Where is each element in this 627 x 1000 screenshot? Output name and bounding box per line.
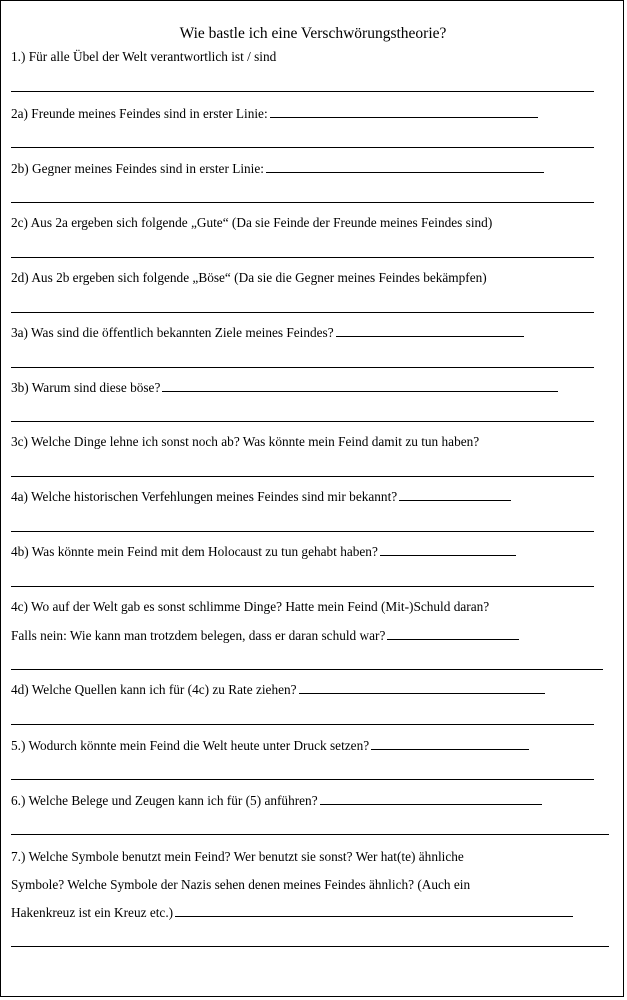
answer-line	[11, 91, 594, 92]
question-4b	[11, 544, 516, 560]
answer-line	[11, 476, 594, 477]
question-3a-text: 3a) Was sind die öffentlich bekannten Ziele meines Feindes?	[11, 325, 334, 340]
question-1: 1.) Für alle Übel der Welt verantwortlich ist / sind	[11, 49, 277, 64]
answer-blank	[299, 693, 545, 694]
answer-line	[11, 779, 594, 780]
question-4c-line-2: Falls nein: Wie kann man trotzdem belegen, dass er daran schuld war?	[11, 628, 386, 643]
question-2a	[11, 106, 538, 122]
answer-blank	[336, 336, 524, 337]
answer-line	[11, 257, 594, 258]
answer-line	[11, 202, 594, 203]
question-5-text: 5.) Wodurch könnte mein Feind die Welt heute unter Druck setzen?	[11, 738, 370, 753]
question-5	[11, 738, 529, 754]
answer-blank	[380, 555, 516, 556]
question-3a	[11, 325, 524, 341]
question-3c: 3c) Welche Dinge lehne ich sonst noch ab? Was könnte mein Feind damit zu tun haben?	[11, 434, 480, 449]
question-6-text: 6.) Welche Belege und Zeugen kann ich für (5) anführen?	[11, 793, 318, 808]
question-2b	[11, 161, 544, 177]
question-2c: 2c) Aus 2a ergeben sich folgende „Gute“ (Da sie Feinde der Freunde meines Feindes sind)	[11, 215, 493, 230]
answer-line	[11, 312, 594, 313]
answer-blank	[266, 172, 544, 173]
answer-blank	[320, 804, 542, 805]
answer-blank	[162, 391, 558, 392]
answer-line	[11, 834, 609, 835]
question-2d: 2d) Aus 2b ergeben sich folgende „Böse“ (Da sie die Gegner meines Feindes bekämpfen)	[11, 270, 487, 285]
answer-line	[11, 946, 609, 947]
question-3b-text: 3b) Warum sind diese böse?	[11, 380, 161, 395]
question-4d-text: 4d) Welche Quellen kann ich für (4c) zu Rate ziehen?	[11, 682, 297, 697]
answer-line	[11, 421, 594, 422]
answer-blank	[387, 639, 519, 640]
question-3b	[11, 380, 558, 396]
question-7	[11, 905, 573, 921]
question-7-line-1: 7.) Welche Symbole benutzt mein Feind? Wer benutzt sie sonst? Wer hat(te) ähnliche	[11, 849, 464, 864]
question-7-line-3: Hakenkreuz ist ein Kreuz etc.)	[11, 905, 174, 920]
question-4c	[11, 628, 519, 644]
answer-line	[11, 147, 594, 148]
question-4b-text: 4b) Was könnte mein Feind mit dem Holocaust zu tun gehabt haben?	[11, 544, 378, 559]
question-4a	[11, 489, 511, 505]
worksheet-title: Wie bastle ich eine Verschwörungstheorie?	[179, 25, 447, 42]
question-2b-text: 2b) Gegner meines Feindes sind in erster Linie:	[11, 161, 264, 176]
answer-line	[11, 586, 594, 587]
answer-blank	[270, 117, 538, 118]
question-4c-line-1: 4c) Wo auf der Welt gab es sonst schlimme Dinge? Hatte mein Feind (Mit-)Schuld daran?	[11, 599, 490, 614]
answer-blank	[371, 749, 529, 750]
question-6	[11, 793, 542, 809]
answer-line	[11, 669, 603, 670]
question-4a-text: 4a) Welche historischen Verfehlungen meines Feindes sind mir bekannt?	[11, 489, 398, 504]
question-4d	[11, 682, 545, 698]
answer-line	[11, 367, 594, 368]
question-2a-text: 2a) Freunde meines Feindes sind in erster Linie:	[11, 106, 268, 121]
answer-blank	[175, 916, 573, 917]
answer-line	[11, 531, 594, 532]
answer-blank	[399, 500, 511, 501]
question-7-line-2: Symbole? Welche Symbole der Nazis sehen denen meines Feindes ähnlich? (Auch ein	[11, 877, 471, 892]
answer-line	[11, 724, 594, 725]
